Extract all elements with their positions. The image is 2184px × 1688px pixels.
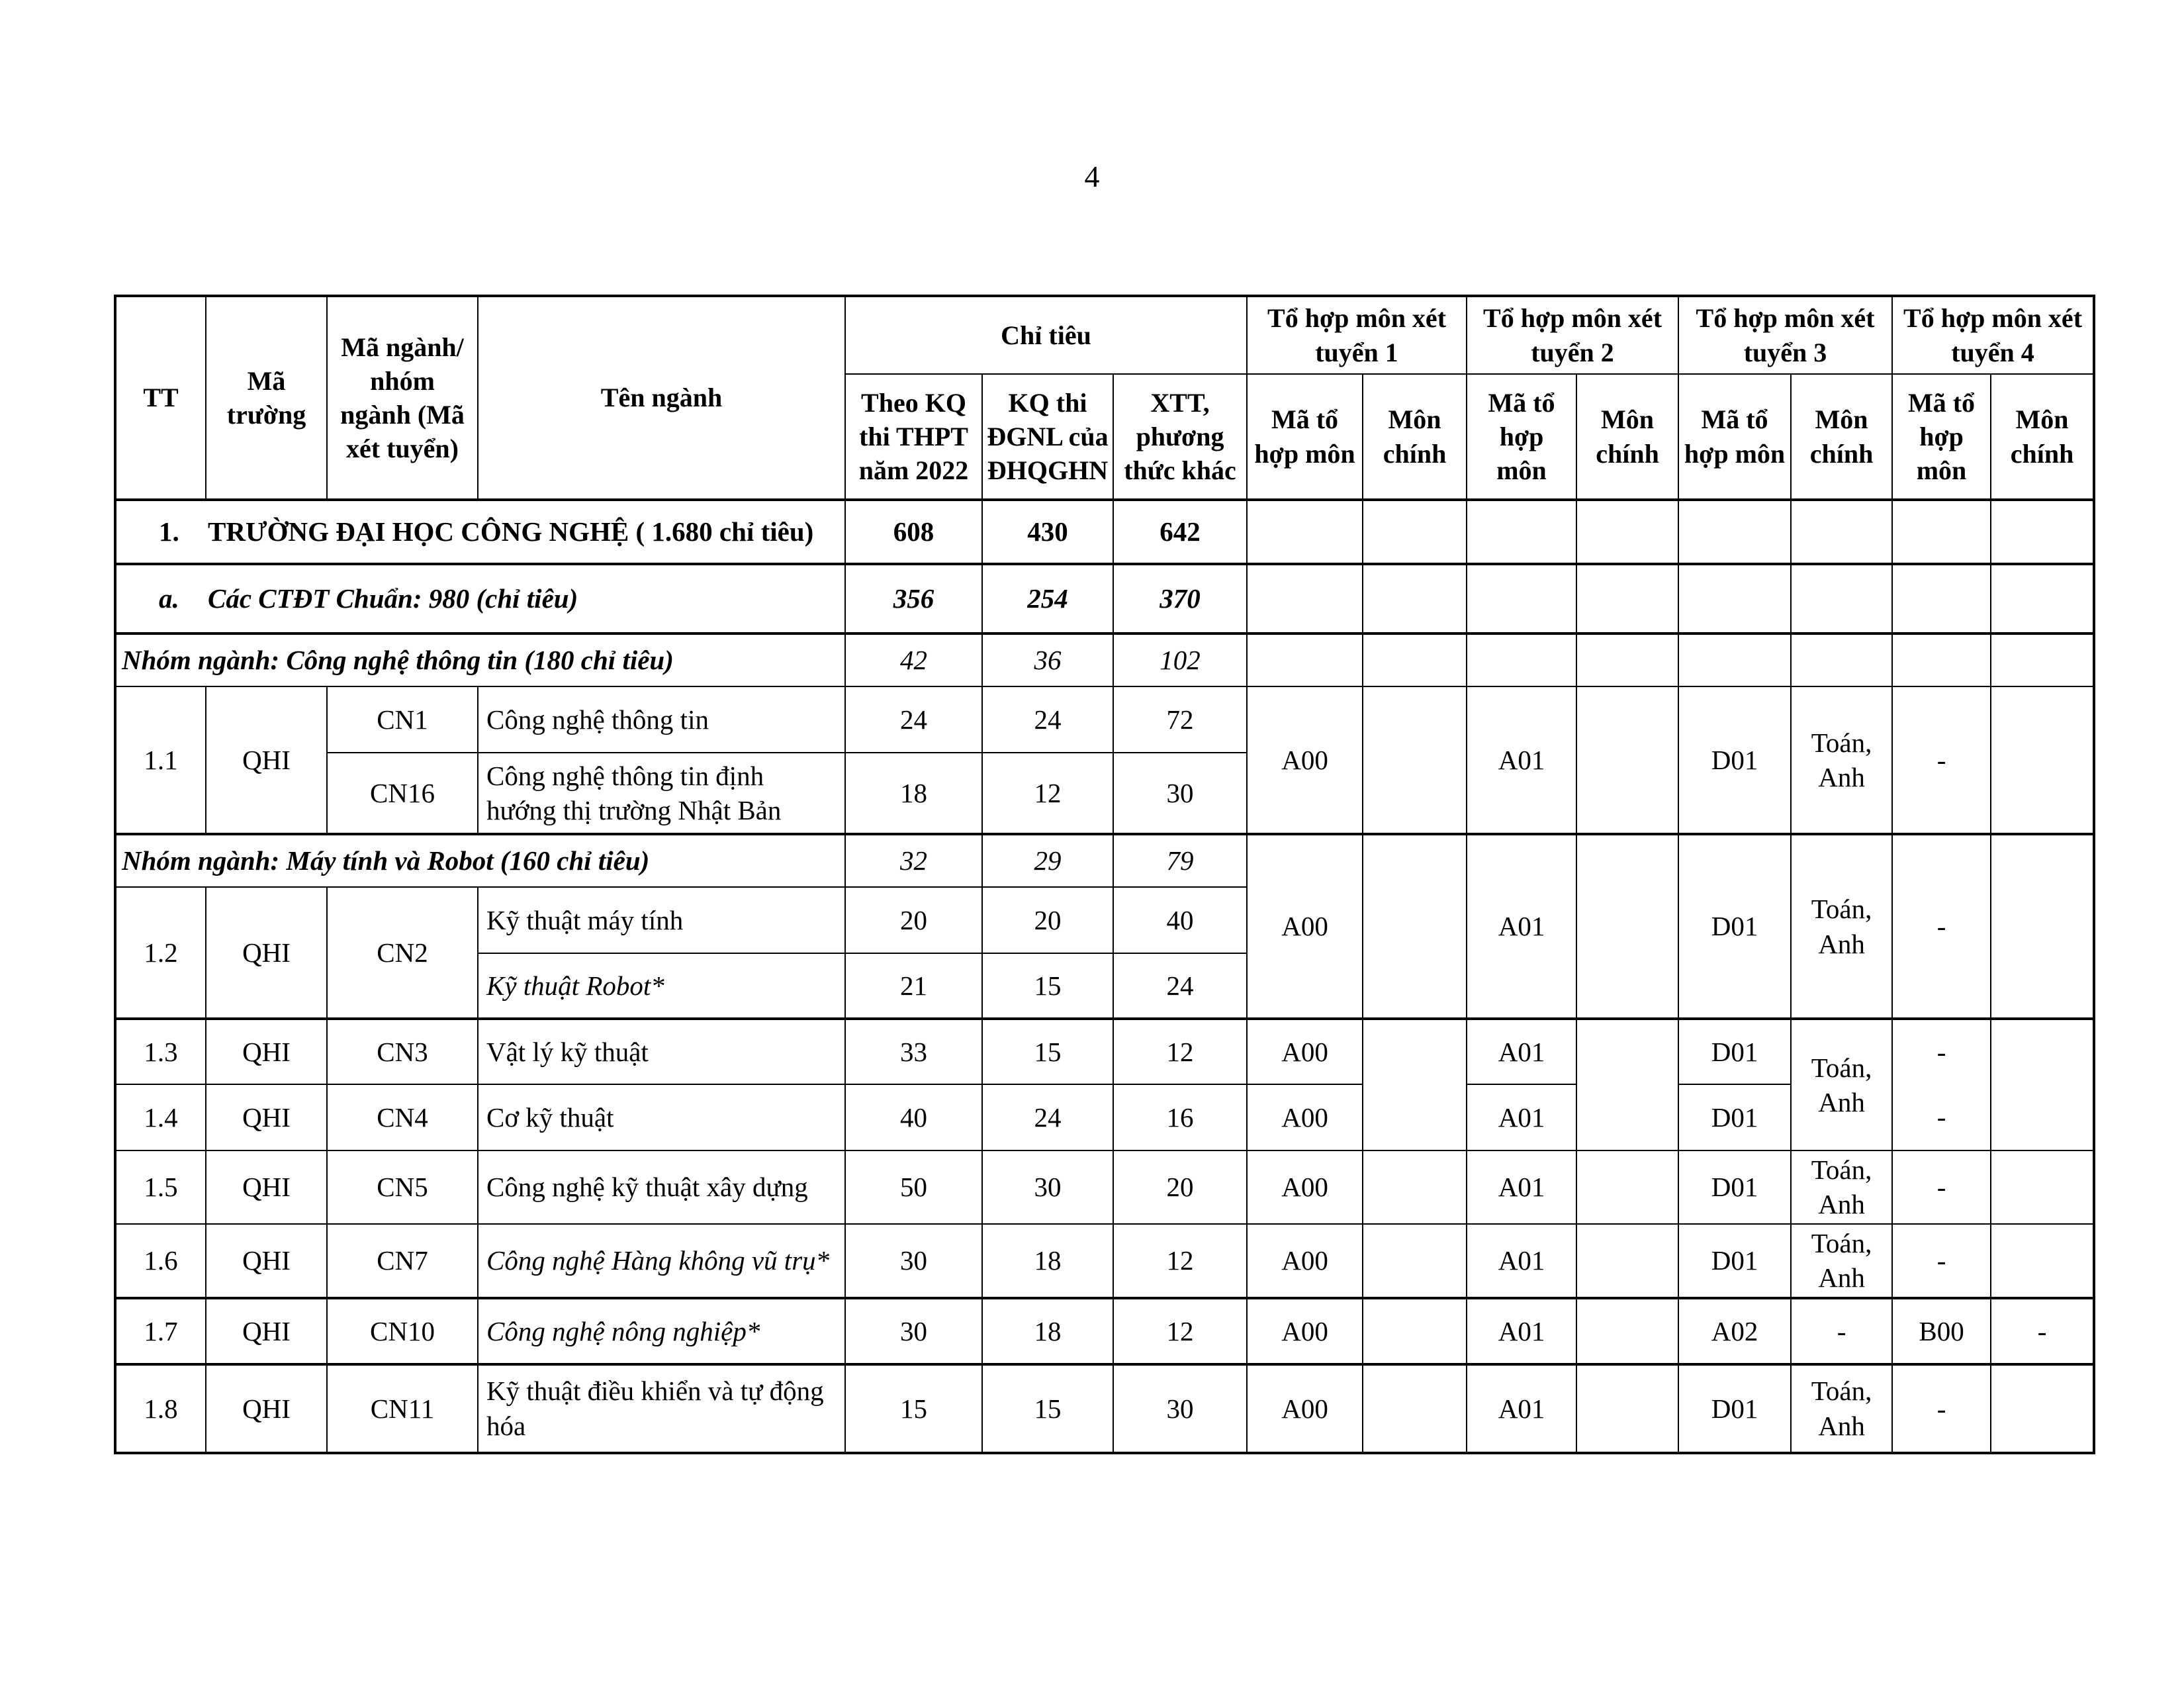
header-quota-dgnl: KQ thi ĐGNL của ĐHQGHN: [982, 374, 1113, 500]
quota-dgnl: 15: [982, 953, 1113, 1019]
quota-dgnl: 36: [982, 633, 1113, 686]
empty-cell: [1991, 564, 2094, 633]
combo-code-4: -: [1892, 834, 1991, 1019]
quota-xtt: 12: [1113, 1224, 1247, 1298]
header-combo-code-1: Mã tổ hợp môn: [1247, 374, 1363, 500]
row-group-cntt: [115, 633, 2094, 686]
row-1-5: [115, 1150, 2094, 1224]
combo-code-1: A00: [1247, 1298, 1363, 1364]
cell-tt: 1.4: [115, 1084, 206, 1150]
empty-cell: [1576, 500, 1678, 564]
header-row-1: [115, 296, 2094, 374]
header-combo-main-1: Môn chính: [1363, 374, 1467, 500]
quota-dgnl: 15: [982, 1364, 1113, 1453]
cell-tt: 1.8: [115, 1364, 206, 1453]
header-combo-code-3: Mã tổ hợp môn: [1678, 374, 1791, 500]
quota-dgnl: 254: [982, 564, 1113, 633]
quota-xtt: 642: [1113, 500, 1247, 564]
empty-cell: [1467, 633, 1576, 686]
quota-dgnl: 12: [982, 753, 1113, 834]
cell-major-code: CN2: [327, 887, 478, 1019]
combo-code-4: -: [1892, 686, 1991, 834]
combo-code-4: -: [1892, 1019, 1991, 1084]
combo-code-4: B00: [1892, 1298, 1991, 1364]
empty-cell: [1576, 564, 1678, 633]
combo-code-3: D01: [1678, 1019, 1791, 1084]
row-1-3: [115, 1019, 2094, 1084]
header-quota: Chỉ tiêu: [845, 296, 1247, 374]
quota-thpt: 356: [845, 564, 982, 633]
header-school-code: Mã trường: [206, 296, 327, 500]
empty-cell: [1467, 500, 1576, 564]
cell-major-name: Vật lý kỹ thuật: [478, 1019, 845, 1084]
combo-main-3: Toán, Anh: [1791, 834, 1892, 1019]
quota-xtt: 20: [1113, 1150, 1247, 1224]
quota-dgnl: 24: [982, 1084, 1113, 1150]
quota-dgnl: 20: [982, 887, 1113, 953]
combo-code-1: A00: [1247, 1224, 1363, 1298]
combo-main-2: [1576, 1364, 1678, 1453]
combo-main-4: [1991, 1224, 2094, 1298]
cell-tt: 1.2: [115, 887, 206, 1019]
row-cn1: [115, 686, 2094, 753]
cell-tt: 1.5: [115, 1150, 206, 1224]
header-combo-group-1: Tổ hợp môn xét tuyển 1: [1247, 296, 1467, 374]
combo-code-2: A01: [1467, 1298, 1576, 1364]
combo-code-1: A00: [1247, 1150, 1363, 1224]
empty-cell: [1791, 633, 1892, 686]
combo-code-2: A01: [1467, 834, 1576, 1019]
empty-cell: [1991, 500, 2094, 564]
combo-main-3: Toán, Anh: [1791, 1364, 1892, 1453]
cell-tt: 1.3: [115, 1019, 206, 1084]
quota-thpt: 608: [845, 500, 982, 564]
quota-xtt: 16: [1113, 1084, 1247, 1150]
header-combo-main-2: Môn chính: [1576, 374, 1678, 500]
combo-main-4: [1991, 1150, 2094, 1224]
combo-code-2: A01: [1467, 1224, 1576, 1298]
combo-code-2: A01: [1467, 1364, 1576, 1453]
combo-main-1: [1363, 686, 1467, 834]
empty-cell: [1678, 564, 1791, 633]
quota-xtt: 30: [1113, 1364, 1247, 1453]
empty-cell: [1576, 633, 1678, 686]
quota-thpt: 24: [845, 686, 982, 753]
combo-main-3: Toán, Anh: [1791, 1224, 1892, 1298]
quota-dgnl: 24: [982, 686, 1113, 753]
group-title: Nhóm ngành: Máy tính và Robot (160 chỉ tiêu): [115, 834, 845, 887]
empty-cell: [1247, 633, 1363, 686]
combo-code-2: A01: [1467, 686, 1576, 834]
cell-major-code: CN1: [327, 686, 478, 753]
quota-dgnl: 29: [982, 834, 1113, 887]
cell-school-code: QHI: [206, 1364, 327, 1453]
combo-main-3: -: [1791, 1298, 1892, 1364]
cell-major-name: Công nghệ thông tin: [478, 686, 845, 753]
cell-school-code: QHI: [206, 887, 327, 1019]
quota-xtt: 370: [1113, 564, 1247, 633]
quota-xtt: 79: [1113, 834, 1247, 887]
cell-tt: 1.1: [115, 686, 206, 834]
empty-cell: [1892, 564, 1991, 633]
combo-code-4: -: [1892, 1150, 1991, 1224]
cell-major-name: Cơ kỹ thuật: [478, 1084, 845, 1150]
quota-thpt: 21: [845, 953, 982, 1019]
combo-main-1: [1363, 1298, 1467, 1364]
quota-xtt: 40: [1113, 887, 1247, 953]
empty-cell: [1991, 633, 2094, 686]
quota-xtt: 12: [1113, 1298, 1247, 1364]
combo-main-3: Toán, Anh: [1791, 1019, 1892, 1150]
row-1-6: [115, 1224, 2094, 1298]
combo-code-1: A00: [1247, 1019, 1363, 1084]
cell-school-code: QHI: [206, 1084, 327, 1150]
cell-major-code: CN7: [327, 1224, 478, 1298]
university-title: TRƯỜNG ĐẠI HỌC CÔNG NGHỆ ( 1.680 chỉ tiêu): [208, 516, 814, 547]
combo-main-4: -: [1991, 1298, 2094, 1364]
combo-code-3: D01: [1678, 1150, 1791, 1224]
row-1-8: [115, 1364, 2094, 1453]
combo-code-3: D01: [1678, 686, 1791, 834]
quota-xtt: 24: [1113, 953, 1247, 1019]
combo-main-1: [1363, 1150, 1467, 1224]
header-major-name: Tên ngành: [478, 296, 845, 500]
combo-code-4: -: [1892, 1084, 1991, 1150]
combo-main-1: [1363, 1224, 1467, 1298]
combo-code-4: -: [1892, 1364, 1991, 1453]
header-combo-main-3: Môn chính: [1791, 374, 1892, 500]
quota-thpt: 33: [845, 1019, 982, 1084]
row-university: [115, 500, 2094, 564]
cell-tt: 1.6: [115, 1224, 206, 1298]
cell-major-code: CN4: [327, 1084, 478, 1150]
combo-code-2: A01: [1467, 1019, 1576, 1084]
combo-main-4: [1991, 1364, 2094, 1453]
header-combo-group-4: Tổ hợp môn xét tuyển 4: [1892, 296, 2094, 374]
combo-main-2: [1576, 1298, 1678, 1364]
combo-code-2: A01: [1467, 1150, 1576, 1224]
quota-xtt: 12: [1113, 1019, 1247, 1084]
cell-tt: 1.7: [115, 1298, 206, 1364]
empty-cell: [1363, 500, 1467, 564]
combo-code-3: D01: [1678, 834, 1791, 1019]
cell-major-code: CN11: [327, 1364, 478, 1453]
row-number: 1.: [159, 516, 179, 547]
empty-cell: [1791, 500, 1892, 564]
cell-school-code: QHI: [206, 1224, 327, 1298]
combo-main-2: [1576, 1150, 1678, 1224]
header-combo-code-4: Mã tổ hợp môn: [1892, 374, 1991, 500]
header-combo-group-3: Tổ hợp môn xét tuyển 3: [1678, 296, 1892, 374]
empty-cell: [1247, 564, 1363, 633]
cell-major-code: CN3: [327, 1019, 478, 1084]
quota-dgnl: 430: [982, 500, 1113, 564]
combo-code-3: A02: [1678, 1298, 1791, 1364]
cell-major-name: Công nghệ nông nghiệp*: [478, 1298, 845, 1364]
admission-quota-table: [114, 295, 2095, 1454]
combo-main-2: [1576, 1224, 1678, 1298]
cell-major-name: Kỹ thuật điều khiển và tự động hóa: [478, 1364, 845, 1453]
cell-school-code: QHI: [206, 1150, 327, 1224]
combo-main-2: [1576, 686, 1678, 834]
header-combo-main-4: Môn chính: [1991, 374, 2094, 500]
group-title: Nhóm ngành: Công nghệ thông tin (180 chỉ tiêu): [115, 633, 845, 686]
empty-cell: [1467, 564, 1576, 633]
combo-code-1: A00: [1247, 834, 1363, 1019]
combo-code-3: D01: [1678, 1364, 1791, 1453]
cell-major-code: CN10: [327, 1298, 478, 1364]
empty-cell: [1247, 500, 1363, 564]
header-major-code: Mã ngành/ nhóm ngành (Mã xét tuyển): [327, 296, 478, 500]
empty-cell: [1363, 633, 1467, 686]
combo-main-3: Toán, Anh: [1791, 686, 1892, 834]
cell-school-code: QHI: [206, 1019, 327, 1084]
quota-thpt: 40: [845, 1084, 982, 1150]
cell-school-code: QHI: [206, 1298, 327, 1364]
empty-cell: [1678, 500, 1791, 564]
quota-thpt: 18: [845, 753, 982, 834]
combo-main-4: [1991, 1019, 2094, 1150]
ctdt-title: Các CTĐT Chuẩn: 980 (chỉ tiêu): [208, 583, 578, 614]
combo-code-2: A01: [1467, 1084, 1576, 1150]
combo-main-2: [1576, 1019, 1678, 1150]
header-quota-xtt: XTT, phương thức khác: [1113, 374, 1247, 500]
quota-thpt: 15: [845, 1364, 982, 1453]
quota-thpt: 32: [845, 834, 982, 887]
combo-main-4: [1991, 834, 2094, 1019]
cell-major-code: CN5: [327, 1150, 478, 1224]
empty-cell: [1892, 500, 1991, 564]
row-number: a.: [159, 583, 179, 614]
header-combo-group-2: Tổ hợp môn xét tuyển 2: [1467, 296, 1678, 374]
quota-thpt: 30: [845, 1224, 982, 1298]
quota-dgnl: 15: [982, 1019, 1113, 1084]
combo-code-1: A00: [1247, 1084, 1363, 1150]
cell-school-code: QHI: [206, 686, 327, 834]
quota-thpt: 50: [845, 1150, 982, 1224]
combo-main-4: [1991, 686, 2094, 834]
quota-thpt: 42: [845, 633, 982, 686]
quota-xtt: 30: [1113, 753, 1247, 834]
university-title-cell: [115, 500, 845, 564]
cell-major-name: Công nghệ kỹ thuật xây dựng: [478, 1150, 845, 1224]
combo-code-4: -: [1892, 1224, 1991, 1298]
cell-major-code: CN16: [327, 753, 478, 834]
empty-cell: [1678, 633, 1791, 686]
combo-main-1: [1363, 834, 1467, 1019]
header-combo-code-2: Mã tổ hợp môn: [1467, 374, 1576, 500]
page-number: 4: [1084, 160, 1100, 193]
empty-cell: [1363, 564, 1467, 633]
combo-main-1: [1363, 1364, 1467, 1453]
cell-major-name: Kỹ thuật máy tính: [478, 887, 845, 953]
row-ctdt-chuan: [115, 564, 2094, 633]
header-quota-thpt: Theo KQ thi THPT năm 2022: [845, 374, 982, 500]
empty-cell: [1892, 633, 1991, 686]
combo-main-3: Toán, Anh: [1791, 1150, 1892, 1224]
quota-dgnl: 18: [982, 1224, 1113, 1298]
combo-main-1: [1363, 1019, 1467, 1150]
cell-major-name: Kỹ thuật Robot*: [478, 953, 845, 1019]
quota-xtt: 102: [1113, 633, 1247, 686]
row-1-7: [115, 1298, 2094, 1364]
row-group-robot: [115, 834, 2094, 887]
combo-code-1: A00: [1247, 1364, 1363, 1453]
quota-dgnl: 30: [982, 1150, 1113, 1224]
combo-code-3: D01: [1678, 1224, 1791, 1298]
ctdt-title-cell: [115, 564, 845, 633]
empty-cell: [1791, 564, 1892, 633]
quota-xtt: 72: [1113, 686, 1247, 753]
combo-code-3: D01: [1678, 1084, 1791, 1150]
header-tt: TT: [115, 296, 206, 500]
combo-code-1: A00: [1247, 686, 1363, 834]
cell-major-name: Công nghệ Hàng không vũ trụ*: [478, 1224, 845, 1298]
quota-dgnl: 18: [982, 1298, 1113, 1364]
quota-thpt: 30: [845, 1298, 982, 1364]
cell-major-name: Công nghệ thông tin định hướng thị trường Nhật Bản: [478, 753, 845, 834]
quota-thpt: 20: [845, 887, 982, 953]
combo-main-2: [1576, 834, 1678, 1019]
